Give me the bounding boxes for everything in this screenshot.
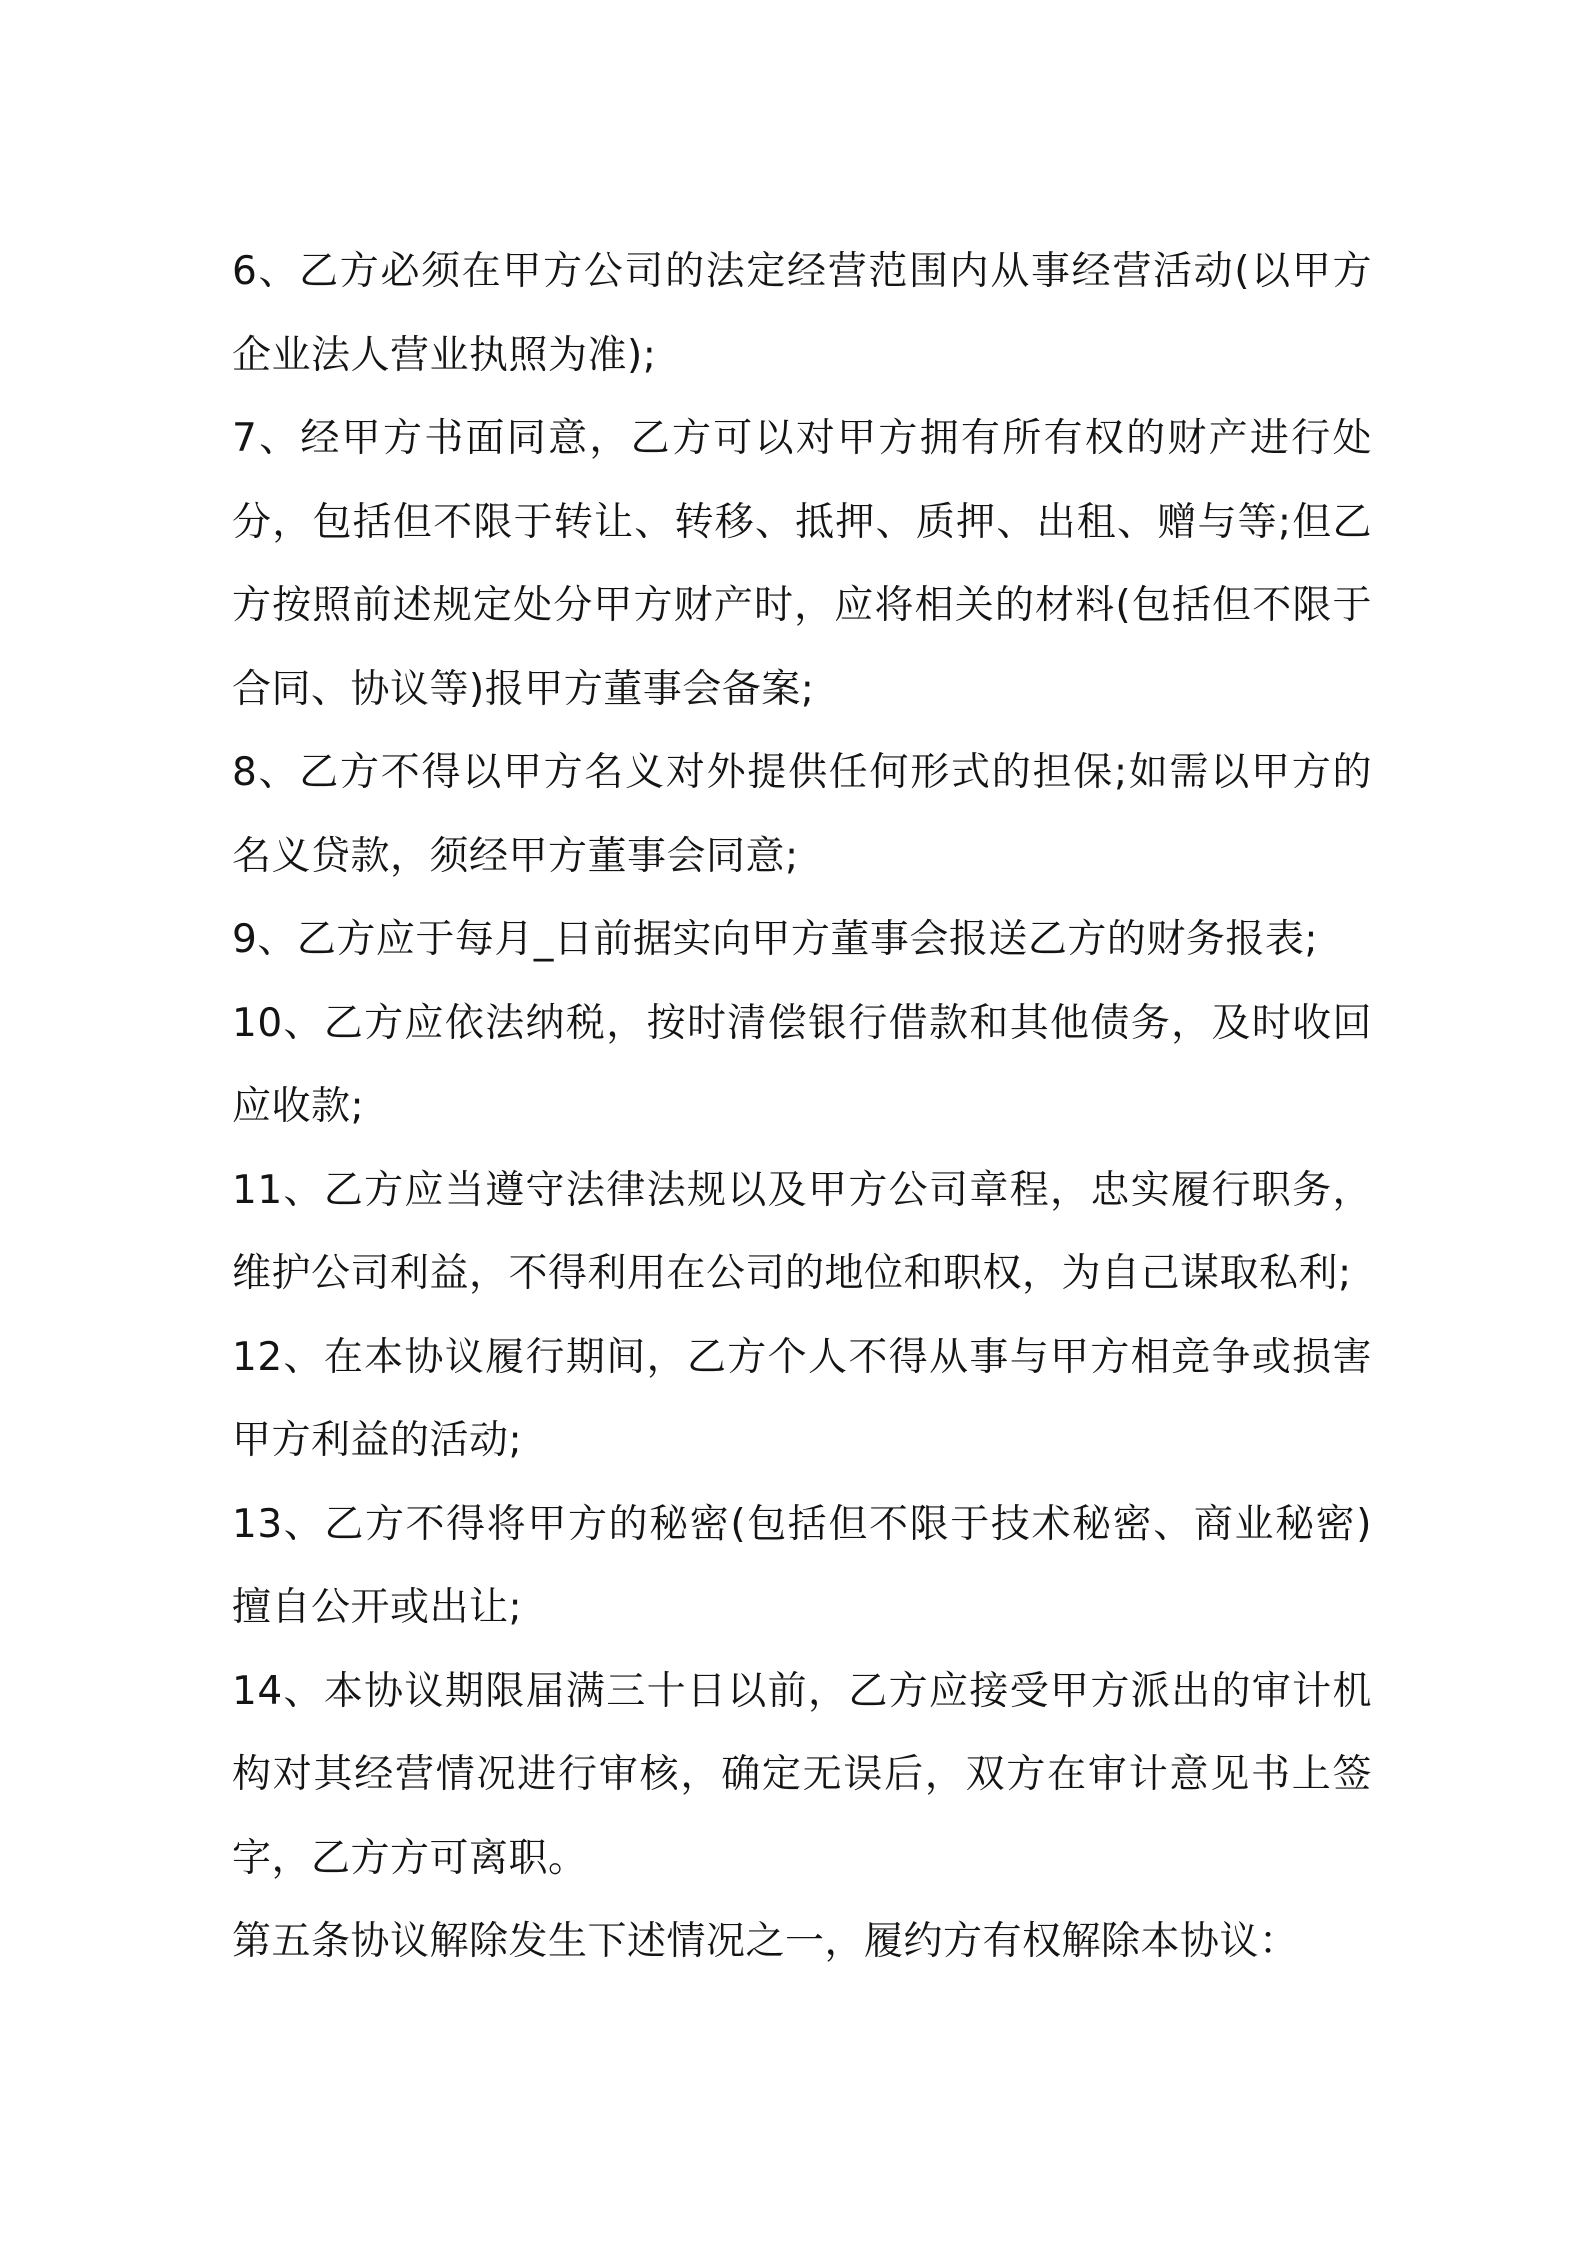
clause-9: 9、乙方应于每月_日前据实向甲方董事会报送乙方的财务报表;: [232, 917, 1318, 962]
clause-7: 7、经甲方书面同意，乙方可以对甲方拥有所有权的财产进行处分，包括但不限于转让、转移、抵押、质押、出租、赠与等;但乙方按照前述规定处分甲方财产时，应将相关的材料(包括但不限于合同、协议等)报甲方董事会备案;: [232, 416, 1372, 712]
clause-13: 13、乙方不得将甲方的秘密(包括但不限于技术秘密、商业秘密)擅自公开或出让;: [232, 1501, 1372, 1630]
clause-10: 10、乙方应依法纳税，按时清偿银行借款和其他债务，及时收回应收款;: [232, 1000, 1372, 1129]
clause-11: 11、乙方应当遵守法律法规以及甲方公司章程，忠实履行职务，维护公司利益，不得利用在公司的地位和职权，为自己谋取私利;: [232, 1167, 1372, 1296]
clause-14: 14、本协议期限届满三十日以前，乙方应接受甲方派出的审计机构对其经营情况进行审核，确定无误后，双方在审计意见书上签字，乙方方可离职。: [232, 1668, 1372, 1881]
clause-12: 12、在本协议履行期间，乙方个人不得从事与甲方相竞争或损害甲方利益的活动;: [232, 1334, 1372, 1463]
clause-8: 8、乙方不得以甲方名义对外提供任何形式的担保;如需以甲方的名义贷款，须经甲方董事会同意;: [232, 750, 1372, 879]
clause-6: 6、乙方必须在甲方公司的法定经营范围内从事经营活动(以甲方企业法人营业执照为准);: [232, 249, 1372, 378]
document-body: [232, 230, 1372, 1984]
article-5-heading: 第五条协议解除发生下述情况之一，履约方有权解除本协议：: [232, 1919, 1299, 1964]
